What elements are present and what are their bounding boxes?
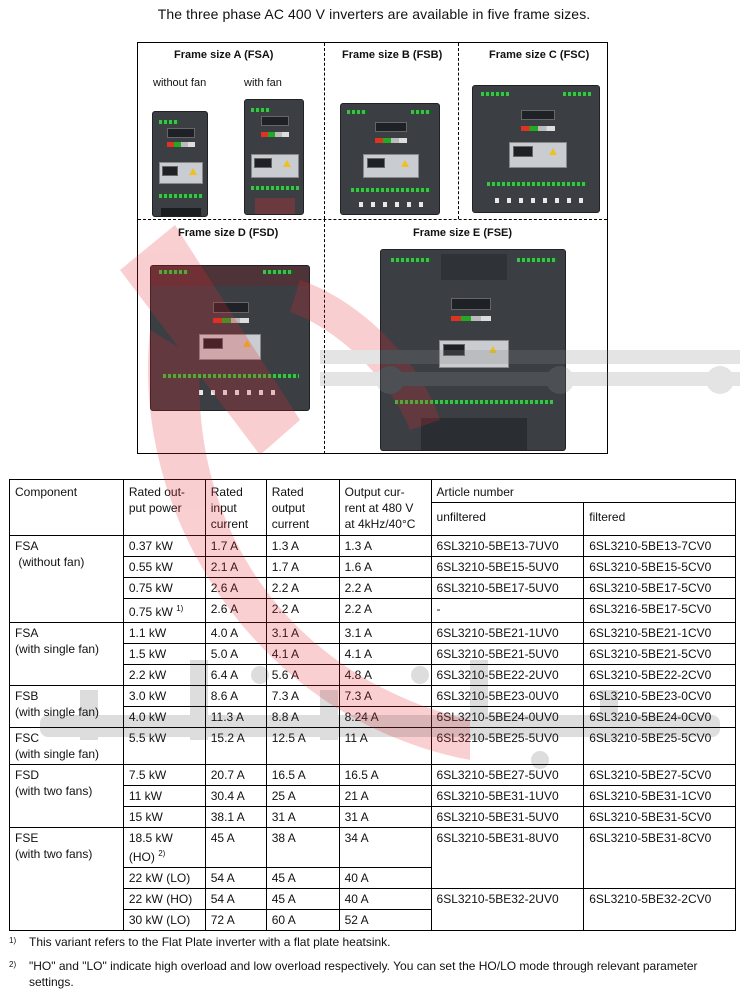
component-cell: FSE (with two fans) — [10, 828, 124, 931]
cell-input-current: 2.6 A — [205, 578, 266, 599]
cell-output-current: 2.2 A — [266, 578, 339, 599]
cell-article-unfiltered: - — [431, 599, 584, 623]
cell-article-filtered: 6SL3210-5BE23-0CV0 — [584, 686, 736, 707]
cell-input-current: 4.0 A — [205, 623, 266, 644]
cell-input-current: 54 A — [205, 868, 266, 889]
cell-output-current-480: 16.5 A — [339, 765, 431, 786]
cell-input-current: 72 A — [205, 910, 266, 931]
cell-output-current: 45 A — [266, 889, 339, 910]
table-row — [10, 728, 736, 765]
cell-input-current: 45 A — [205, 828, 266, 868]
cell-output-current-480: 1.6 A — [339, 557, 431, 578]
cell-output-current: 16.5 A — [266, 765, 339, 786]
inverter-fsc-image — [472, 85, 600, 213]
cell-article-unfiltered: 6SL3210-5BE13-7UV0 — [431, 536, 584, 557]
cell-input-current: 11.3 A — [205, 707, 266, 728]
label-with-fan: with fan — [244, 77, 282, 89]
caption-fsc: Frame size C (FSC) — [489, 49, 590, 61]
inverter-fse-image — [380, 249, 566, 451]
cell-output-current: 25 A — [266, 786, 339, 807]
cell-power: 4.0 kW — [123, 707, 205, 728]
cell-article-unfiltered: 6SL3210-5BE32-2UV0 — [431, 889, 584, 931]
cell-power: 18.5 kW (HO) $^{2)}$ — [123, 828, 205, 868]
cell-article-filtered: 6SL3210-5BE32-2CV0 — [584, 889, 736, 931]
cell-article-filtered: 6SL3210-5BE31-1CV0 — [584, 786, 736, 807]
table-row — [10, 686, 736, 707]
cell-power: 0.75 kW — [123, 578, 205, 599]
cell-output-current-480: 40 A — [339, 889, 431, 910]
cell-article-filtered: 6SL3216-5BE17-5CV0 — [584, 599, 736, 623]
table-row — [10, 623, 736, 644]
cell-power: 1.5 kW — [123, 644, 205, 665]
cell-output-current-480: 4.1 A — [339, 644, 431, 665]
cell-input-current: 30.4 A — [205, 786, 266, 807]
cell-power: 0.55 kW — [123, 557, 205, 578]
table-header-row — [10, 480, 736, 503]
cell-input-current: 2.6 A — [205, 599, 266, 623]
intro-text: The three phase AC 400 V inverters are available in five frame sizes. — [157, 6, 591, 22]
cell-output-current: 1.7 A — [266, 557, 339, 578]
cell-power: 1.1 kW — [123, 623, 205, 644]
component-cell: FSD (with two fans) — [10, 765, 124, 828]
cell-output-current: 1.3 A — [266, 536, 339, 557]
header-filtered: filtered — [584, 503, 736, 536]
cell-output-current-480: 2.2 A — [339, 578, 431, 599]
cell-article-unfiltered: 6SL3210-5BE27-5UV0 — [431, 765, 584, 786]
cell-article-unfiltered: 6SL3210-5BE21-1UV0 — [431, 623, 584, 644]
cell-power: 22 kW (LO) — [123, 868, 205, 889]
component-cell: FSA (without fan) — [10, 536, 124, 623]
inverter-fsb-image — [340, 103, 440, 215]
divider — [458, 43, 459, 219]
inverter-fsa-with-fan-image — [244, 99, 304, 215]
cell-output-current-480: 1.3 A — [339, 536, 431, 557]
divider — [324, 43, 325, 219]
cell-input-current: 8.6 A — [205, 686, 266, 707]
label-without-fan: without fan — [153, 77, 207, 89]
cell-output-current-480: 8.24 A — [339, 707, 431, 728]
cell-power: 11 kW — [123, 786, 205, 807]
cell-article-filtered: 6SL3210-5BE15-5CV0 — [584, 557, 736, 578]
footnote-mark: 2) — [9, 960, 17, 969]
cell-output-current: 31 A — [266, 807, 339, 828]
cell-power: 5.5 kW — [123, 728, 205, 765]
component-cell: FSB (with single fan) — [10, 686, 124, 728]
frame-sizes-figure — [137, 42, 608, 454]
footnote-mark: 1) — [9, 936, 17, 945]
cell-article-filtered: 6SL3210-5BE21-1CV0 — [584, 623, 736, 644]
cell-output-current-480: 21 A — [339, 786, 431, 807]
cell-input-current: 1.7 A — [205, 536, 266, 557]
cell-output-current: 45 A — [266, 868, 339, 889]
footnote-text: "HO" and "LO" indicate high overload and low overload respectively. You can set the HO/LO mode through relevant parameter settings. — [29, 959, 698, 989]
table-row — [10, 536, 736, 557]
cell-article-unfiltered: 6SL3210-5BE24-0UV0 — [431, 707, 584, 728]
header-unfiltered: unfiltered — [431, 503, 584, 536]
cell-output-current: 5.6 A — [266, 665, 339, 686]
footnote-text: This variant refers to the Flat Plate inverter with a flat plate heatsink. — [29, 935, 391, 949]
cell-output-current-480: 40 A — [339, 868, 431, 889]
cell-power: 0.75 kW $^{1)}$ — [123, 599, 205, 623]
cell-article-unfiltered: 6SL3210-5BE21-5UV0 — [431, 644, 584, 665]
cell-output-current: 3.1 A — [266, 623, 339, 644]
divider — [138, 219, 607, 220]
cell-article-unfiltered: 6SL3210-5BE31-5UV0 — [431, 807, 584, 828]
header-rated-input-current: Rated input current — [205, 480, 266, 536]
table-row — [10, 765, 736, 786]
cell-output-current: 60 A — [266, 910, 339, 931]
cell-output-current-480: 3.1 A — [339, 623, 431, 644]
cell-output-current-480: 31 A — [339, 807, 431, 828]
cell-input-current: 54 A — [205, 889, 266, 910]
component-cell: FSC (with single fan) — [10, 728, 124, 765]
header-output-current-480v: Output cur- rent at 480 V at 4kHz/40°C — [339, 480, 431, 536]
cell-article-unfiltered: 6SL3210-5BE25-5UV0 — [431, 728, 584, 765]
cell-power: 3.0 kW — [123, 686, 205, 707]
cell-input-current: 5.0 A — [205, 644, 266, 665]
cell-article-unfiltered: 6SL3210-5BE31-8UV0 — [431, 828, 584, 889]
inverter-fsa-without-fan-image — [152, 111, 208, 217]
header-rated-output-current: Rated output current — [266, 480, 339, 536]
cell-output-current-480: 2.2 A — [339, 599, 431, 623]
cell-input-current: 38.1 A — [205, 807, 266, 828]
cell-input-current: 2.1 A — [205, 557, 266, 578]
cell-output-current-480: 52 A — [339, 910, 431, 931]
cell-article-filtered: 6SL3210-5BE25-5CV0 — [584, 728, 736, 765]
cell-power: 22 kW (HO) — [123, 889, 205, 910]
caption-fsb: Frame size B (FSB) — [342, 49, 443, 61]
cell-article-filtered: 6SL3210-5BE27-5CV0 — [584, 765, 736, 786]
cell-article-filtered: 6SL3210-5BE21-5CV0 — [584, 644, 736, 665]
cell-article-unfiltered: 6SL3210-5BE22-2UV0 — [431, 665, 584, 686]
cell-input-current: 20.7 A — [205, 765, 266, 786]
cell-output-current: 8.8 A — [266, 707, 339, 728]
component-cell: FSA (with single fan) — [10, 623, 124, 686]
inverter-spec-table — [9, 479, 736, 931]
cell-article-filtered: 6SL3210-5BE13-7CV0 — [584, 536, 736, 557]
cell-article-unfiltered: 6SL3210-5BE23-0UV0 — [431, 686, 584, 707]
cell-power: 0.37 kW — [123, 536, 205, 557]
header-article-number: Article number — [431, 480, 735, 503]
header-rated-output-power: Rated out- put power — [123, 480, 205, 536]
caption-fsa: Frame size A (FSA) — [174, 49, 274, 61]
cell-output-current-480: 34 A — [339, 828, 431, 868]
cell-input-current: 15.2 A — [205, 728, 266, 765]
divider — [324, 219, 325, 454]
cell-output-current: 4.1 A — [266, 644, 339, 665]
cell-output-current-480: 4.8 A — [339, 665, 431, 686]
cell-article-filtered: 6SL3210-5BE17-5CV0 — [584, 578, 736, 599]
cell-output-current: 2.2 A — [266, 599, 339, 623]
cell-article-unfiltered: 6SL3210-5BE15-5UV0 — [431, 557, 584, 578]
cell-output-current: 7.3 A — [266, 686, 339, 707]
cell-power: 30 kW (LO) — [123, 910, 205, 931]
table-row — [10, 828, 736, 868]
cell-article-filtered: 6SL3210-5BE24-0CV0 — [584, 707, 736, 728]
cell-output-current-480: 7.3 A — [339, 686, 431, 707]
cell-article-unfiltered: 6SL3210-5BE17-5UV0 — [431, 578, 584, 599]
cell-output-current: 12.5 A — [266, 728, 339, 765]
header-component: Component — [10, 480, 124, 536]
cell-article-filtered: 6SL3210-5BE31-8CV0 — [584, 828, 736, 889]
caption-fse: Frame size E (FSE) — [413, 227, 513, 239]
cell-input-current: 6.4 A — [205, 665, 266, 686]
cell-article-unfiltered: 6SL3210-5BE31-1UV0 — [431, 786, 584, 807]
cell-power: 7.5 kW — [123, 765, 205, 786]
caption-fsd: Frame size D (FSD) — [178, 227, 279, 239]
inverter-fsd-image — [150, 265, 310, 411]
cell-article-filtered: 6SL3210-5BE22-2CV0 — [584, 665, 736, 686]
cell-power: 15 kW — [123, 807, 205, 828]
cell-article-filtered: 6SL3210-5BE31-5CV0 — [584, 807, 736, 828]
cell-output-current: 38 A — [266, 828, 339, 868]
cell-power: 2.2 kW — [123, 665, 205, 686]
cell-output-current-480: 11 A — [339, 728, 431, 765]
